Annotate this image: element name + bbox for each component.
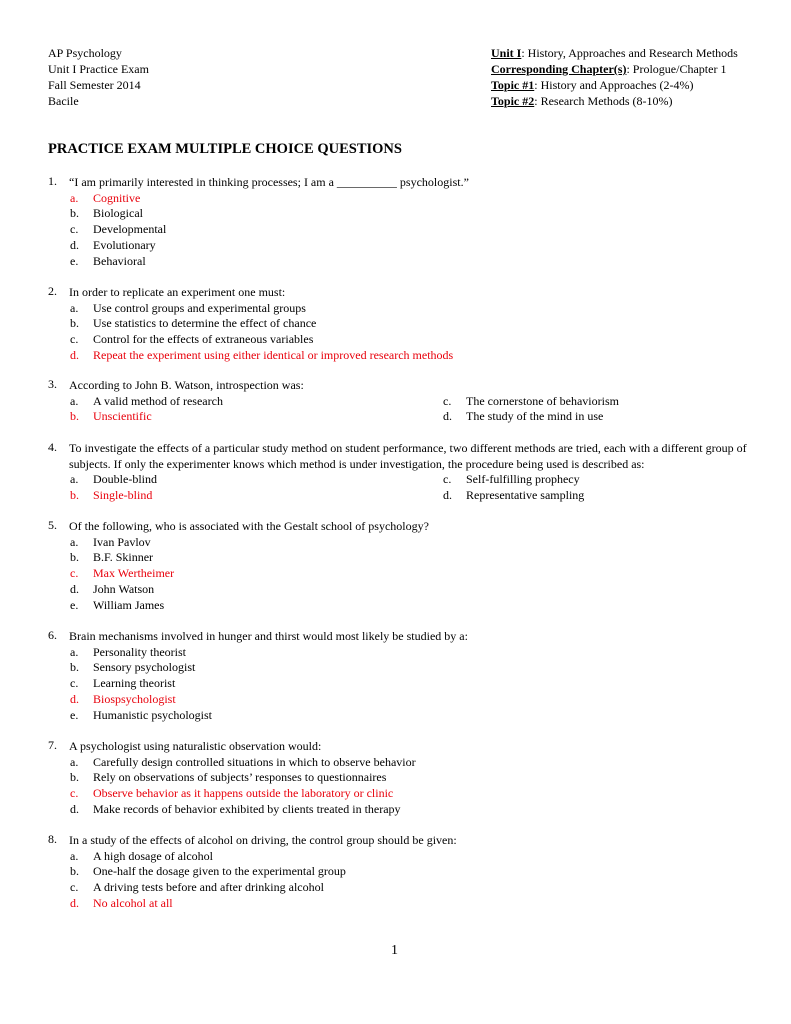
question-text: “I am primarily interested in thinking processes; I am a __________ psychologist.”: [69, 175, 469, 189]
option-text: Representative sampling: [466, 488, 585, 503]
option-letter: c.: [70, 880, 79, 895]
option-letter: d.: [70, 895, 79, 910]
correct-answer-text: Biospsychologist: [93, 691, 176, 706]
option-text: Biological: [93, 206, 143, 221]
option-text: Double-blind: [93, 472, 157, 487]
topic1-line: [491, 77, 738, 93]
topic2-label: Topic #2: [491, 94, 535, 108]
option-letter: c.: [70, 566, 79, 581]
option-letter: b.: [70, 206, 79, 221]
option-text: Developmental: [93, 222, 167, 237]
exam-name: Unit I Practice Exam: [48, 62, 149, 76]
option-letter: c.: [70, 786, 79, 801]
option-letter: c.: [443, 393, 452, 408]
option-letter: d.: [70, 581, 79, 596]
option-letter: a.: [70, 848, 79, 863]
question-number: 7.: [48, 738, 57, 752]
option-letter: b.: [70, 864, 79, 879]
option-text: Carefully design controlled situations in which to observe behavior: [93, 754, 416, 769]
option-letter: e.: [70, 597, 79, 612]
question-number: 4.: [48, 440, 57, 454]
option-letter: b.: [70, 770, 79, 785]
question-number: 3.: [48, 377, 57, 391]
option-letter: e.: [70, 253, 79, 268]
question-text: According to John B. Watson, introspection was:: [69, 378, 304, 392]
option-letter: a.: [70, 300, 79, 315]
option-letter: a.: [70, 534, 79, 549]
option-letter: a.: [70, 472, 79, 487]
correct-answer-text: Observe behavior as it happens outside the laboratory or clinic: [93, 786, 394, 801]
question-number: 2.: [48, 284, 57, 298]
option-text: Evolutionary: [93, 237, 156, 252]
chapter-text: : Prologue/Chapter 1: [626, 62, 727, 76]
option-text: Learning theorist: [93, 676, 176, 691]
option-letter: d.: [70, 347, 79, 362]
topic2-text: : Research Methods (8-10%): [534, 94, 673, 108]
correct-answer-text: Single-blind: [93, 488, 153, 503]
unit-line: [491, 45, 738, 61]
option-text: Behavioral: [93, 253, 146, 268]
option-text: William James: [93, 597, 165, 612]
option-text: The cornerstone of behaviorism: [466, 393, 619, 408]
option-text: A valid method of research: [93, 393, 223, 408]
correct-answer-text: Unscientific: [93, 409, 152, 424]
option-letter: c.: [70, 676, 79, 691]
option-letter: b.: [70, 660, 79, 675]
option-text: Rely on observations of subjects’ responses to questionnaires: [93, 770, 387, 785]
option-letter: c.: [70, 332, 79, 347]
unit-label: Unit I: [491, 46, 522, 60]
question-number: 5.: [48, 518, 57, 532]
semester: Fall Semester 2014: [48, 78, 141, 92]
course-name: AP Psychology: [48, 46, 122, 60]
option-text: Make records of behavior exhibited by clients treated in therapy: [93, 801, 401, 816]
option-text: Personality theorist: [93, 644, 186, 659]
option-letter: d.: [443, 409, 452, 424]
question-text: To investigate the effects of a particular study method on student performance, two different methods are tried, each with a different group of subjects. If only the experimenter knows which method is under investigation, the procedure being used is described as:: [69, 441, 747, 471]
teacher-name: Bacile: [48, 94, 79, 108]
option-letter: a.: [70, 754, 79, 769]
correct-answer-text: Cognitive: [93, 190, 141, 205]
question-text: In a study of the effects of alcohol on driving, the control group should be given:: [69, 833, 457, 847]
correct-answer-text: Repeat the experiment using either identical or improved research methods: [93, 347, 454, 362]
chapter-line: [491, 61, 738, 77]
question-text: In order to replicate an experiment one must:: [69, 285, 286, 299]
option-text: Ivan Pavlov: [93, 534, 151, 549]
option-letter: d.: [70, 237, 79, 252]
option-text: Use statistics to determine the effect of chance: [93, 316, 317, 331]
header-left: [48, 45, 149, 109]
option-letter: c.: [70, 222, 79, 237]
question-text: Of the following, who is associated with the Gestalt school of psychology?: [69, 519, 429, 533]
option-text: One-half the dosage given to the experimental group: [93, 864, 346, 879]
option-letter: d.: [443, 488, 452, 503]
option-letter: d.: [70, 691, 79, 706]
chapter-label: Corresponding Chapter(s): [491, 62, 627, 76]
option-letter: b.: [70, 488, 79, 503]
option-text: Control for the effects of extraneous variables: [93, 332, 314, 347]
header-right: [491, 45, 738, 109]
option-letter: b.: [70, 409, 79, 424]
question-number: 6.: [48, 628, 57, 642]
page-title: PRACTICE EXAM MULTIPLE CHOICE QUESTIONS: [48, 141, 402, 157]
correct-answer-text: No alcohol at all: [93, 895, 173, 910]
question-number: 1.: [48, 174, 57, 188]
option-text: The study of the mind in use: [466, 409, 604, 424]
correct-answer-text: Max Wertheimer: [93, 566, 175, 581]
question-text: A psychologist using naturalistic observation would:: [69, 739, 322, 753]
option-text: Self-fulfilling prophecy: [466, 472, 580, 487]
option-letter: a.: [70, 190, 79, 205]
option-letter: c.: [443, 472, 452, 487]
option-text: John Watson: [93, 581, 155, 596]
option-letter: b.: [70, 550, 79, 565]
option-letter: a.: [70, 644, 79, 659]
option-text: B.F. Skinner: [93, 550, 154, 565]
option-text: Sensory psychologist: [93, 660, 196, 675]
topic1-text: : History and Approaches (2-4%): [534, 78, 694, 92]
option-text: A high dosage of alcohol: [93, 848, 213, 863]
option-letter: a.: [70, 393, 79, 408]
unit-text: : History, Approaches and Research Methods: [521, 46, 738, 60]
topic2-line: [491, 93, 738, 109]
topic1-label: Topic #1: [491, 78, 535, 92]
option-text: Humanistic psychologist: [93, 707, 212, 722]
question-text: Brain mechanisms involved in hunger and thirst would most likely be studied by a:: [69, 629, 468, 643]
option-text: Use control groups and experimental groups: [93, 300, 306, 315]
option-text: A driving tests before and after drinking alcohol: [93, 880, 324, 895]
option-letter: b.: [70, 316, 79, 331]
option-letter: e.: [70, 707, 79, 722]
option-letter: d.: [70, 801, 79, 816]
page-number: 1: [391, 943, 398, 958]
question-number: 8.: [48, 832, 57, 846]
